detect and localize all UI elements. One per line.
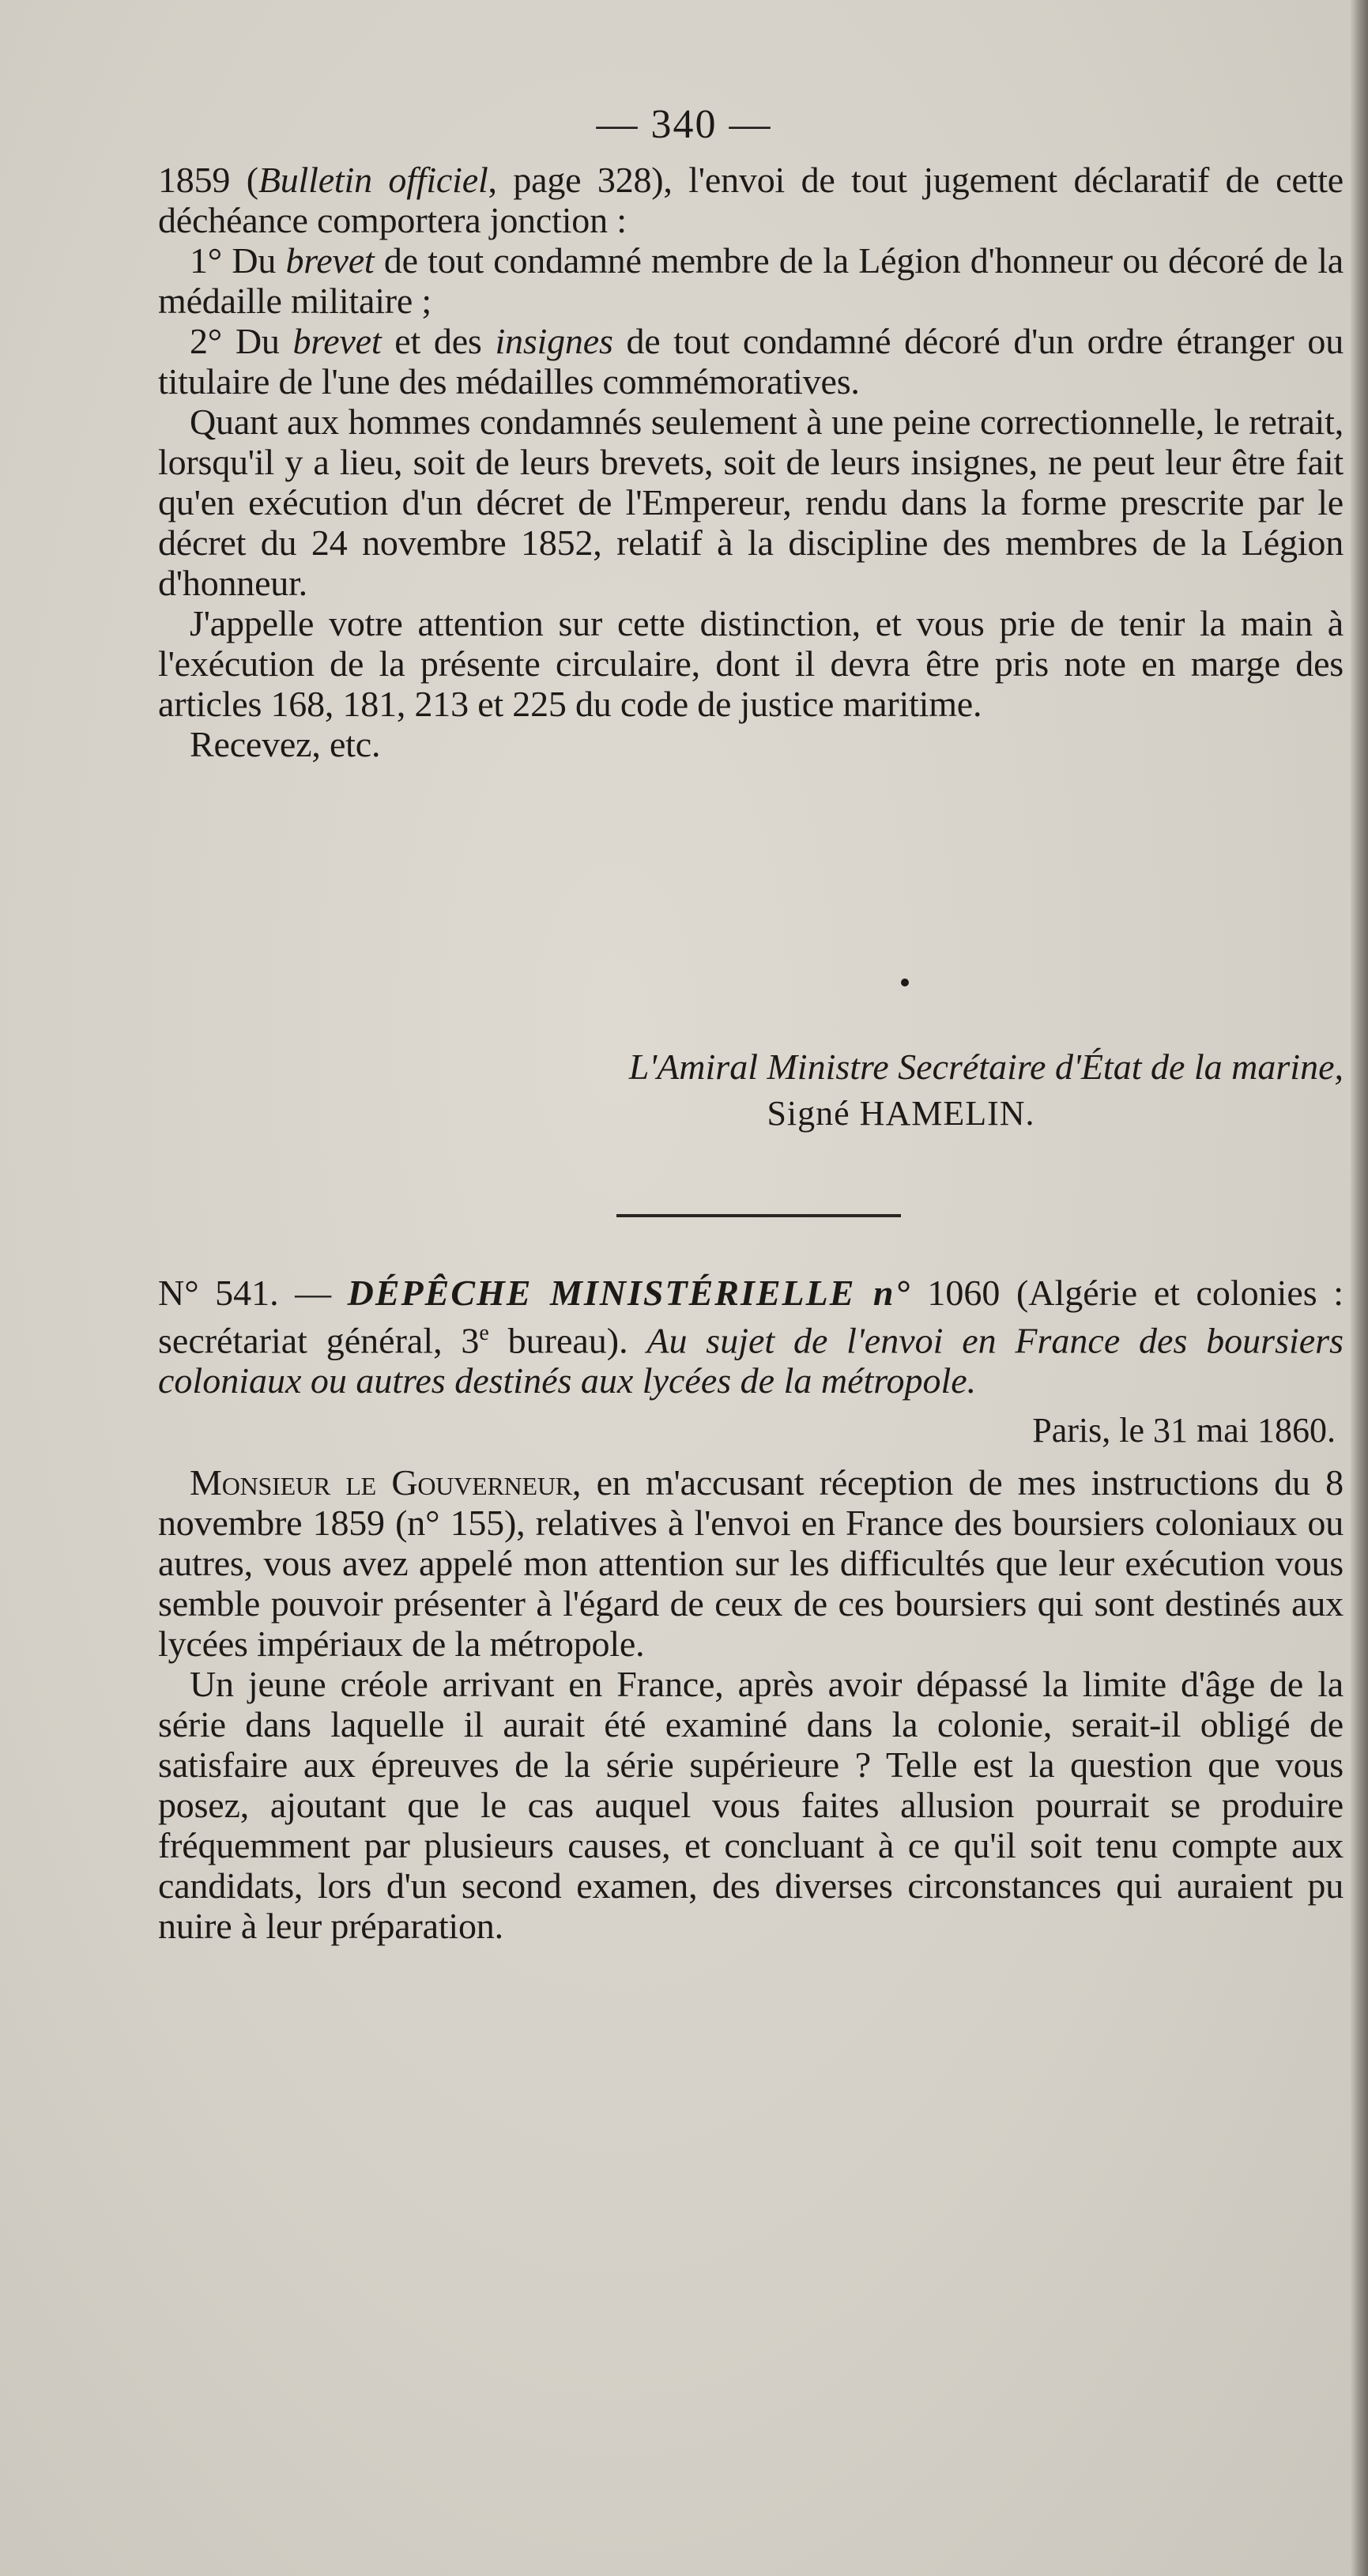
list-item-1: 1° Du brevet de tout condamné membre de la Légion d'honneur ou décoré de la médaille militaire ;: [158, 240, 1344, 321]
paragraph-jonction: 1859 (Bulletin officiel, page 328), l'envoi de tout jugement déclaratif de cette déchéance comportera jonction :: [158, 160, 1344, 240]
paragraph-correctionnelle: Quant aux hommes condamnés seulement à une peine correctionnelle, le retrait, lorsqu'il y a lieu, soit de leurs brevets, soit de leurs insignes, ne peut leur être fait qu'en exécution d'un décret de l'Empereur, rendu dans la forme prescrite par le décret du 24 novembre 1852, relatif à la discipline des membres de la Légion d'honneur.: [158, 402, 1344, 603]
closing-formula: Recevez, etc.: [190, 724, 381, 764]
page-edge-shadow: [1351, 0, 1368, 2576]
ink-dot: [901, 979, 909, 986]
signature-name: Signé HAMELIN.: [767, 1094, 1035, 1133]
salutation: Monsieur le Gouverneur: [190, 1462, 572, 1503]
list-item-2: 2° Du brevet et des insignes de tout condamné décoré d'un ordre étranger ou titulaire de l'une des médailles commémoratives.: [158, 321, 1344, 402]
paragraph-attention: J'appelle votre attention sur cette distinction, et vous prie de tenir la main à l'exécution de la présente circulaire, dont il devra être pris note en marge des articles 168, 181, 213 et 225 du code de justice maritime.: [158, 603, 1344, 724]
year: 1859: [158, 160, 231, 200]
paragraph-question: Un jeune créole arrivant en France, après avoir dépassé la limite d'âge de la série dans laquelle il aurait été examiné dans la colonie, serait-il obligé de satisfaire aux épreuves de la série supérieure ? Telle est la question que vous posez, ajoutant que le cas auquel vous faites allusion pourrait se produire fréquemment par plusieurs causes, et concluant à ce qu'il soit tenu compte aux candidats, lors d'un second examen, des diverses circonstances qui auraient pu nuire à leur préparation.: [158, 1664, 1344, 1946]
dispatch-heading: N° 541. — DÉPÊCHE MINISTÉRIELLE n° 1060 (Algérie et colonies : secrétariat général, 3e bureau). Au sujet de l'envoi en France des boursiers coloniaux ou autres destinés aux lycées de la métropole.: [158, 1273, 1344, 1401]
dispatch-body: [158, 1462, 1344, 1946]
dispatch-title: DÉPÊCHE MINISTÉRIELLE n°: [347, 1273, 911, 1313]
bulletin-reference: Bulletin officiel: [258, 160, 488, 200]
dispatch-number: N° 541. —: [158, 1273, 348, 1313]
page-number: — 340 —: [596, 102, 772, 147]
paragraph-instructions: Monsieur le Gouverneur, en m'accusant réception de mes instructions du 8 novembre 1859 (n° 155), relatives à l'envoi en France des boursiers coloniaux ou autres, vous avez appelé mon attention sur les difficultés que leur exécution vous semble pouvoir présenter à l'égard de ceux de ces boursiers qui sont destinés aux lycées impériaux de la métropole.: [158, 1462, 1344, 1664]
date-line: Paris, le 31 mai 1860.: [1032, 1411, 1336, 1450]
dispatch-subject: Au sujet de l'envoi en France des boursiers coloniaux ou autres destinés aux lycées de la métropole.: [158, 1320, 1344, 1401]
signature-role: L'Amiral Ministre Secrétaire d'État de la marine,: [628, 1047, 1344, 1087]
circular-body: [158, 160, 1344, 764]
section-divider: [616, 1214, 901, 1217]
